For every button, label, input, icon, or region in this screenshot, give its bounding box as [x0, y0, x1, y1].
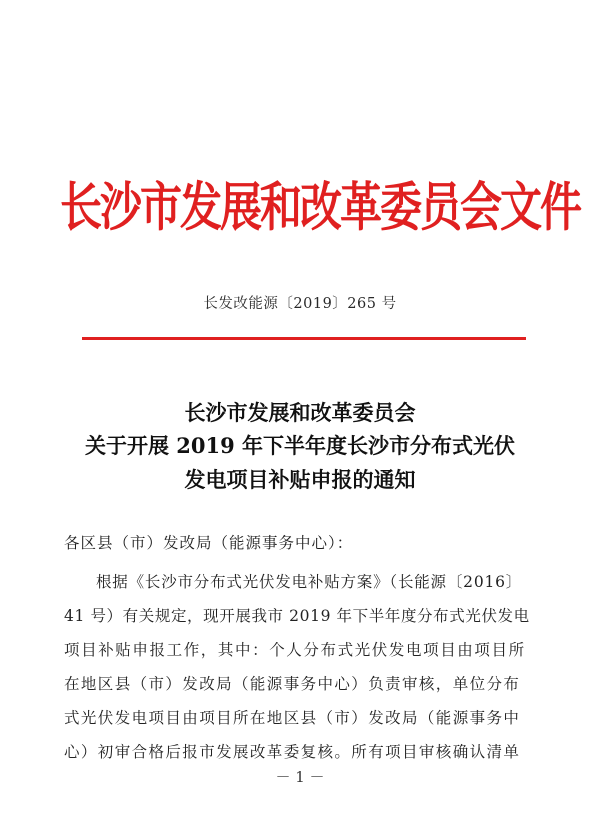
- salutation: 各区县（市）发改局（能源事务中心）：: [64, 534, 354, 552]
- red-divider-line: [82, 337, 526, 340]
- title-line-2: 关于开展 2019 年下半年度长沙市分布式光伏: [84, 433, 516, 458]
- title-line-1: 长沙市发展和改革委员会: [184, 400, 416, 425]
- body-line-5: 式光伏发电项目由项目所在地区县（市）发改局（能源事务中: [64, 709, 521, 727]
- body-line-6: 心）初审合格后报市发展改革委复核。所有项目审核确认清单: [64, 743, 521, 761]
- body-line-2: 41 号）有关规定，现开展我市 2019 年下半年度分布式光伏发电: [64, 607, 530, 625]
- body-line-3: 项目补贴申报工作，其中：个人分布式光伏发电项目由项目所: [64, 641, 526, 659]
- body-line-4: 在地区县（市）发改局（能源事务中心）负责审核，单位分布: [64, 675, 521, 693]
- title-line-3: 发电项目补贴申报的通知: [184, 467, 416, 492]
- page-number: － 1 －: [275, 768, 325, 786]
- document-number: 长发改能源〔2019〕265 号: [203, 296, 397, 312]
- document-masthead: 长沙市发展和改革委员会文件: [60, 176, 581, 238]
- body-line-1: 根据《长沙市分布式光伏发电补贴方案》（长能源〔2016〕: [96, 573, 523, 591]
